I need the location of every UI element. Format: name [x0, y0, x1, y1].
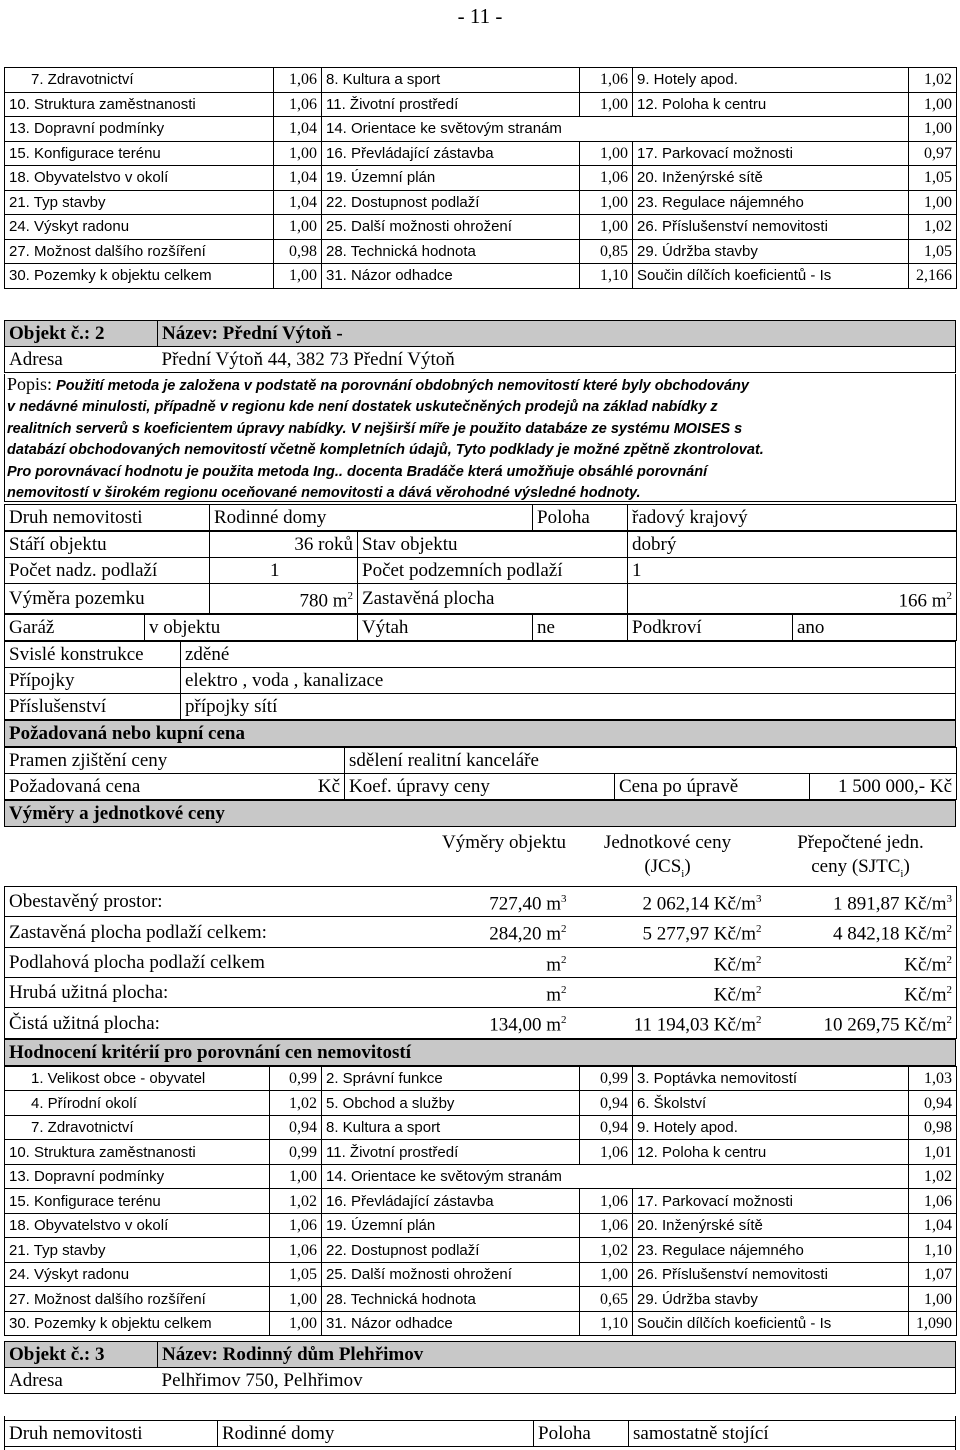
objekt-title: Název: Přední Výtoň - [158, 321, 956, 347]
criteria-row [5, 92, 957, 117]
criteria-value: 1,00 [909, 190, 957, 215]
criteria-label: 28. Technická hodnota [322, 1287, 580, 1312]
criteria-value: 1,02 [909, 1164, 957, 1189]
criteria-value: 0,94 [270, 1115, 322, 1140]
elevator-value: ne [533, 615, 628, 641]
criteria-label: 17. Parkovací možnosti [633, 1189, 909, 1214]
criteria-value: 1,00 [580, 1262, 633, 1287]
criteria-label: 8. Kultura a sport [322, 68, 580, 93]
criteria-label: 27. Možnost dalšího rozšíření [5, 1287, 270, 1312]
criteria-label: 15. Konfigurace terénu [5, 1189, 270, 1214]
criteria-value: 1,10 [580, 1311, 633, 1336]
obj3-header [4, 1341, 956, 1394]
criteria-label: 20. Inženýrské sítě [633, 166, 909, 191]
criteria-row [5, 190, 957, 215]
criteria-label: 24. Výskyt radonu [5, 1262, 270, 1287]
criteria-value: 1,10 [909, 1238, 957, 1263]
criteria-value: 0,94 [580, 1091, 633, 1116]
criteria-label: 30. Pozemky k objektu celkem [5, 1311, 270, 1336]
recalc-price: 4 842,18 $Kč/m^2$ [766, 917, 957, 947]
criteria-row [5, 264, 957, 289]
area-value: 727,40 $m^3$ [331, 887, 571, 917]
criteria-label: 20. Inženýrské sítě [633, 1213, 909, 1238]
criteria-value: 0,65 [580, 1287, 633, 1312]
criteria-label: 8. Kultura a sport [322, 1115, 580, 1140]
criteria-row [5, 1287, 957, 1312]
criteria-value: 1,02 [270, 1189, 322, 1214]
area-row [5, 917, 957, 947]
built-area-label: Zastavěná plocha [358, 584, 628, 614]
plot-area-value: 780 $m^2$ [210, 584, 358, 614]
description-line: nemovitostí v širokém regionu oceňované nemovitosti a dává věrohodné výsledné hodnoty. [7, 485, 641, 502]
criteria-row [5, 1164, 957, 1189]
criteria-value: 2,166 [909, 264, 957, 289]
criteria-label: 31. Názor odhadce [322, 1311, 580, 1336]
unit-price: 5 277,97 $Kč/m^2$ [571, 917, 766, 947]
area-value: $m^2$ [331, 947, 571, 977]
asked-price-cell: Požadovaná cena Kč [5, 774, 345, 800]
criteria-label: 10. Struktura zaměstnanosti [5, 92, 274, 117]
criteria-value: 1,04 [909, 1213, 957, 1238]
unit-price: 2 062,14 $Kč/m^3$ [571, 887, 766, 917]
criteria-value: 1,06 [274, 68, 322, 93]
condition-value: dobrý [628, 532, 957, 558]
price-source-value: sdělení realitní kanceláře [345, 748, 957, 774]
accessories-value: přípojky sítí [181, 694, 956, 720]
criteria-label: 12. Poloha k centru [633, 1140, 909, 1165]
criteria-label: 16. Převládající zástavba [322, 1189, 580, 1214]
age-label: Stáří objektu [5, 532, 210, 558]
criteria-value: 1,00 [909, 92, 957, 117]
criteria-row [5, 1238, 957, 1263]
garage-value: v objektu [145, 615, 358, 641]
attic-label: Podkroví [628, 615, 793, 641]
address-value: Přední Výtoň 44, 382 73 Přední Výtoň [158, 347, 956, 373]
col-unit-prices: Jednotkové ceny $(JCS_i)$ [603, 832, 732, 881]
criteria-value: 1,04 [274, 117, 322, 142]
criteria-label: 12. Poloha k centru [633, 92, 909, 117]
areas-section-header: Výměry a jednotkové ceny [5, 801, 956, 827]
criteria-value: 1,02 [270, 1091, 322, 1116]
criteria-label: 21. Typ stavby [5, 190, 274, 215]
built-area-value: 166 $m^2$ [628, 584, 957, 614]
criteria-row [5, 1140, 957, 1165]
location-value: samostatně stojící [629, 1421, 956, 1447]
criteria-value: 1,06 [580, 68, 633, 93]
criteria-row [5, 1066, 957, 1091]
address-label: Adresa [5, 347, 158, 373]
criteria-value: 0,99 [270, 1066, 322, 1091]
area-label: Podlahová plocha podlaží celkem [5, 947, 331, 977]
criteria-label: 26. Příslušenství nemovitosti [633, 1262, 909, 1287]
criteria-label: 14. Orientace ke světovým stranám [322, 117, 909, 142]
criteria-row [5, 1213, 957, 1238]
criteria-label: 18. Obyvatelstvo v okolí [5, 166, 274, 191]
description-line: Použití metoda je založena v podstatě na porovnání obdobných nemovitostí které byly obchodovány [56, 378, 749, 394]
obj2-header [4, 320, 956, 373]
criteria-row [5, 1189, 957, 1214]
criteria-label: 21. Typ stavby [5, 1238, 270, 1263]
criteria-label: 14. Orientace ke světovým stranám [322, 1164, 909, 1189]
criteria-value: 0,94 [909, 1091, 957, 1116]
criteria-value: 1,06 [580, 1213, 633, 1238]
unit-price: $Kč/m^2$ [571, 978, 766, 1008]
utilities-label: Přípojky [5, 668, 181, 694]
criteria-row [5, 1091, 957, 1116]
criteria-row [5, 215, 957, 240]
criteria-label: 23. Regulace nájemného [633, 190, 909, 215]
criteria-value: 1,05 [909, 166, 957, 191]
area-label: Obestavěný prostor: [5, 887, 331, 917]
address-value: Pelhřimov 750, Pelhřimov [158, 1368, 956, 1394]
criteria-value: 0,99 [580, 1066, 633, 1091]
criteria-value: 1,00 [580, 92, 633, 117]
criteria-label: 7. Zdravotnictví [5, 68, 274, 93]
criteria-value: 1,00 [274, 141, 322, 166]
description-line: databází obchodovaných nemovitostí včetně kompletních údajů, Tyto podklady je možné zpětně zkontrolovat. [7, 442, 764, 459]
property-type-label: Druh nemovitosti [5, 505, 210, 531]
property-type-value: Rodinné domy [210, 505, 533, 531]
walls-label: Svislé konstrukce [5, 642, 181, 668]
description-line: realitních serverů s koeficientem úpravy nabídky. V nejširší míře je použito databáze ze systému MOISES s [7, 420, 743, 437]
area-row [5, 1008, 957, 1038]
criteria-label: 7. Zdravotnictví [5, 1115, 270, 1140]
criteria-label: 2. Správní funkce [322, 1066, 580, 1091]
criteria-value: 1,02 [909, 68, 957, 93]
criteria-value: 1,00 [580, 190, 633, 215]
criteria-value: 1,090 [909, 1311, 957, 1336]
criteria-label: 10. Struktura zaměstnanosti [5, 1140, 270, 1165]
adjusted-price-label: Cena po úpravě [615, 774, 810, 800]
area-label: Hrubá užitná plocha: [5, 978, 331, 1008]
criteria-value: 0,97 [909, 141, 957, 166]
criteria-value: 1,06 [270, 1238, 322, 1263]
utilities-value: elektro , voda , kanalizace [181, 668, 956, 694]
elevator-label: Výtah [358, 615, 533, 641]
price-section-header: Požadovaná nebo kupní cena [5, 721, 956, 747]
criteria-label: 13. Dopravní podmínky [5, 117, 274, 142]
criteria-label: 4. Přírodní okolí [5, 1091, 270, 1116]
criteria-row [5, 1311, 957, 1336]
location-value: řadový krajový [628, 505, 957, 531]
criteria-value: 1,00 [274, 215, 322, 240]
price-source-label: Pramen zjištění ceny [5, 748, 345, 774]
criteria-label: 22. Dostupnost podlaží [322, 190, 580, 215]
underground-floors-value: 1 [628, 558, 957, 584]
condition-label: Stav objektu [358, 532, 628, 558]
criteria-value: 1,00 [909, 1287, 957, 1312]
criteria-label: 31. Názor odhadce [322, 264, 580, 289]
criteria-value: 1,00 [270, 1287, 322, 1312]
criteria-value: 1,06 [580, 1189, 633, 1214]
recalc-price: $Kč/m^2$ [766, 978, 957, 1008]
area-value: 134,00 $m^2$ [331, 1008, 571, 1038]
description-line: v nedávné minulosti, případně v regionu kde není dostatek uskutečněných prodejů na základ nabídky z [7, 399, 718, 416]
adjusted-price-value: 1 500 000,- Kč [810, 774, 957, 800]
area-row [5, 887, 957, 917]
criteria-value: 1,00 [270, 1311, 322, 1336]
criteria-row [5, 117, 957, 142]
criteria-row [5, 1262, 957, 1287]
criteria-value: 1,01 [909, 1140, 957, 1165]
property-details [4, 504, 956, 1336]
plot-area-label: Výměra pozemku [5, 584, 210, 614]
criteria-value: 1,10 [580, 264, 633, 289]
garage-label: Garáž [5, 615, 145, 641]
criteria-value: 1,04 [274, 166, 322, 191]
criteria-label: 9. Hotely apod. [633, 68, 909, 93]
criteria-row [5, 141, 957, 166]
criteria-label: 6. Školství [633, 1091, 909, 1116]
objekt-title: Název: Rodinný dům Plehřimov [158, 1342, 956, 1368]
criteria-label: 15. Konfigurace terénu [5, 141, 274, 166]
criteria-label: 30. Pozemky k objektu celkem [5, 264, 274, 289]
age-value: 36 roků [210, 532, 358, 558]
criteria-value: 1,00 [274, 264, 322, 289]
area-value: 284,20 $m^2$ [331, 917, 571, 947]
criteria-label: 24. Výskyt radonu [5, 215, 274, 240]
property-type-value: Rodinné domy [218, 1421, 534, 1447]
criteria-label: 3. Poptávka nemovitostí [633, 1066, 909, 1091]
criteria-label: 11. Životní prostředí [322, 92, 580, 117]
criteria-label: 19. Územní plán [322, 166, 580, 191]
criteria-value: 0,98 [909, 1115, 957, 1140]
criteria-label: 29. Údržba stavby [633, 239, 909, 264]
accessories-label: Příslušenství [5, 694, 181, 720]
col-recalc-prices: Přepočtené jedn. ceny $(SJTC_i)$ [797, 832, 924, 881]
criteria-label: 1. Velikost obce - obyvatel [5, 1066, 270, 1091]
unit-price: 11 194,03 $Kč/m^2$ [571, 1008, 766, 1038]
criteria-row [5, 239, 957, 264]
area-value: $m^2$ [331, 978, 571, 1008]
obj1-criteria-table [4, 67, 956, 289]
attic-value: ano [793, 615, 957, 641]
underground-floors-label: Počet podzemních podlaží [358, 558, 628, 584]
description-label: Popis: [7, 374, 53, 394]
criteria-value: 1,06 [274, 92, 322, 117]
criteria-value: 1,02 [909, 215, 957, 240]
criteria-value: 1,00 [270, 1164, 322, 1189]
objekt-number: Objekt č.: 2 [5, 321, 158, 347]
criteria-label: 13. Dopravní podmínky [5, 1164, 270, 1189]
criteria-label: 25. Další možnosti ohrožení [322, 1262, 580, 1287]
criteria-section-header: Hodnocení kritérií pro porovnání cen nemovitostí [5, 1039, 956, 1065]
description-line: Pro porovnávací hodnotu je použita metoda Ing.. docenta Bradáče která umožňuje obsáhlé porovnání [7, 463, 708, 480]
recalc-price: $Kč/m^2$ [766, 947, 957, 977]
criteria-value: 1,00 [580, 141, 633, 166]
criteria-value: 1,05 [909, 239, 957, 264]
criteria-label: 22. Dostupnost podlaží [322, 1238, 580, 1263]
criteria-label: 23. Regulace nájemného [633, 1238, 909, 1263]
obj3-details [4, 1420, 956, 1447]
criteria-value: 1,02 [580, 1238, 633, 1263]
criteria-value: 1,07 [909, 1262, 957, 1287]
area-row [5, 978, 957, 1008]
criteria-label: Součin dílčích koeficientů - Is [633, 1311, 909, 1336]
adjust-coef-label: Koef. úpravy ceny [345, 774, 615, 800]
criteria-label: 16. Převládající zástavba [322, 141, 580, 166]
area-row [5, 947, 957, 977]
criteria-label: 19. Územní plán [322, 1213, 580, 1238]
criteria-value: 1,00 [580, 215, 633, 240]
address-label: Adresa [5, 1368, 158, 1394]
criteria-label: 11. Životní prostředí [322, 1140, 580, 1165]
floors-label: Počet nadz. podlaží [5, 558, 210, 584]
property-type-label: Druh nemovitosti [5, 1421, 218, 1447]
criteria-label: 26. Příslušenství nemovitosti [633, 215, 909, 240]
criteria-label: Součin dílčích koeficientů - Is [633, 264, 909, 289]
page-number: - 11 - [457, 4, 503, 28]
criteria-label: 18. Obyvatelstvo v okolí [5, 1213, 270, 1238]
criteria-row [5, 68, 957, 93]
criteria-value: 1,06 [580, 166, 633, 191]
area-label: Čistá užitná plocha: [5, 1008, 331, 1038]
criteria-value: 1,03 [909, 1066, 957, 1091]
criteria-value: 1,05 [270, 1262, 322, 1287]
location-label: Poloha [534, 1421, 629, 1447]
criteria-value: 0,94 [580, 1115, 633, 1140]
location-label: Poloha [533, 505, 628, 531]
description [4, 374, 956, 502]
criteria-label: 9. Hotely apod. [633, 1115, 909, 1140]
criteria-label: 27. Možnost dalšího rozšíření [5, 239, 274, 264]
criteria-value: 0,98 [274, 239, 322, 264]
criteria-label: 29. Údržba stavby [633, 1287, 909, 1312]
recalc-price: 10 269,75 $Kč/m^2$ [766, 1008, 957, 1038]
objekt-number: Objekt č.: 3 [5, 1342, 158, 1368]
col-areas: Výměry objektu [441, 832, 566, 854]
recalc-price: 1 891,87 $Kč/m^3$ [766, 887, 957, 917]
criteria-value: 0,85 [580, 239, 633, 264]
walls-value: zděné [181, 642, 956, 668]
area-label: Zastavěná plocha podlaží celkem: [5, 917, 331, 947]
criteria-value: 1,00 [909, 117, 957, 142]
criteria-value: 1,06 [580, 1140, 633, 1165]
criteria-row [5, 1115, 957, 1140]
criteria-label: 28. Technická hodnota [322, 239, 580, 264]
criteria-label: 17. Parkovací možnosti [633, 141, 909, 166]
criteria-value: 1,06 [909, 1189, 957, 1214]
unit-price: $Kč/m^2$ [571, 947, 766, 977]
criteria-label: 25. Další možnosti ohrožení [322, 215, 580, 240]
criteria-value: 1,04 [274, 190, 322, 215]
criteria-value: 0,99 [270, 1140, 322, 1165]
criteria-label: 5. Obchod a služby [322, 1091, 580, 1116]
floors-value: 1 [210, 558, 358, 584]
criteria-value: 1,06 [270, 1213, 322, 1238]
criteria-row [5, 166, 957, 191]
